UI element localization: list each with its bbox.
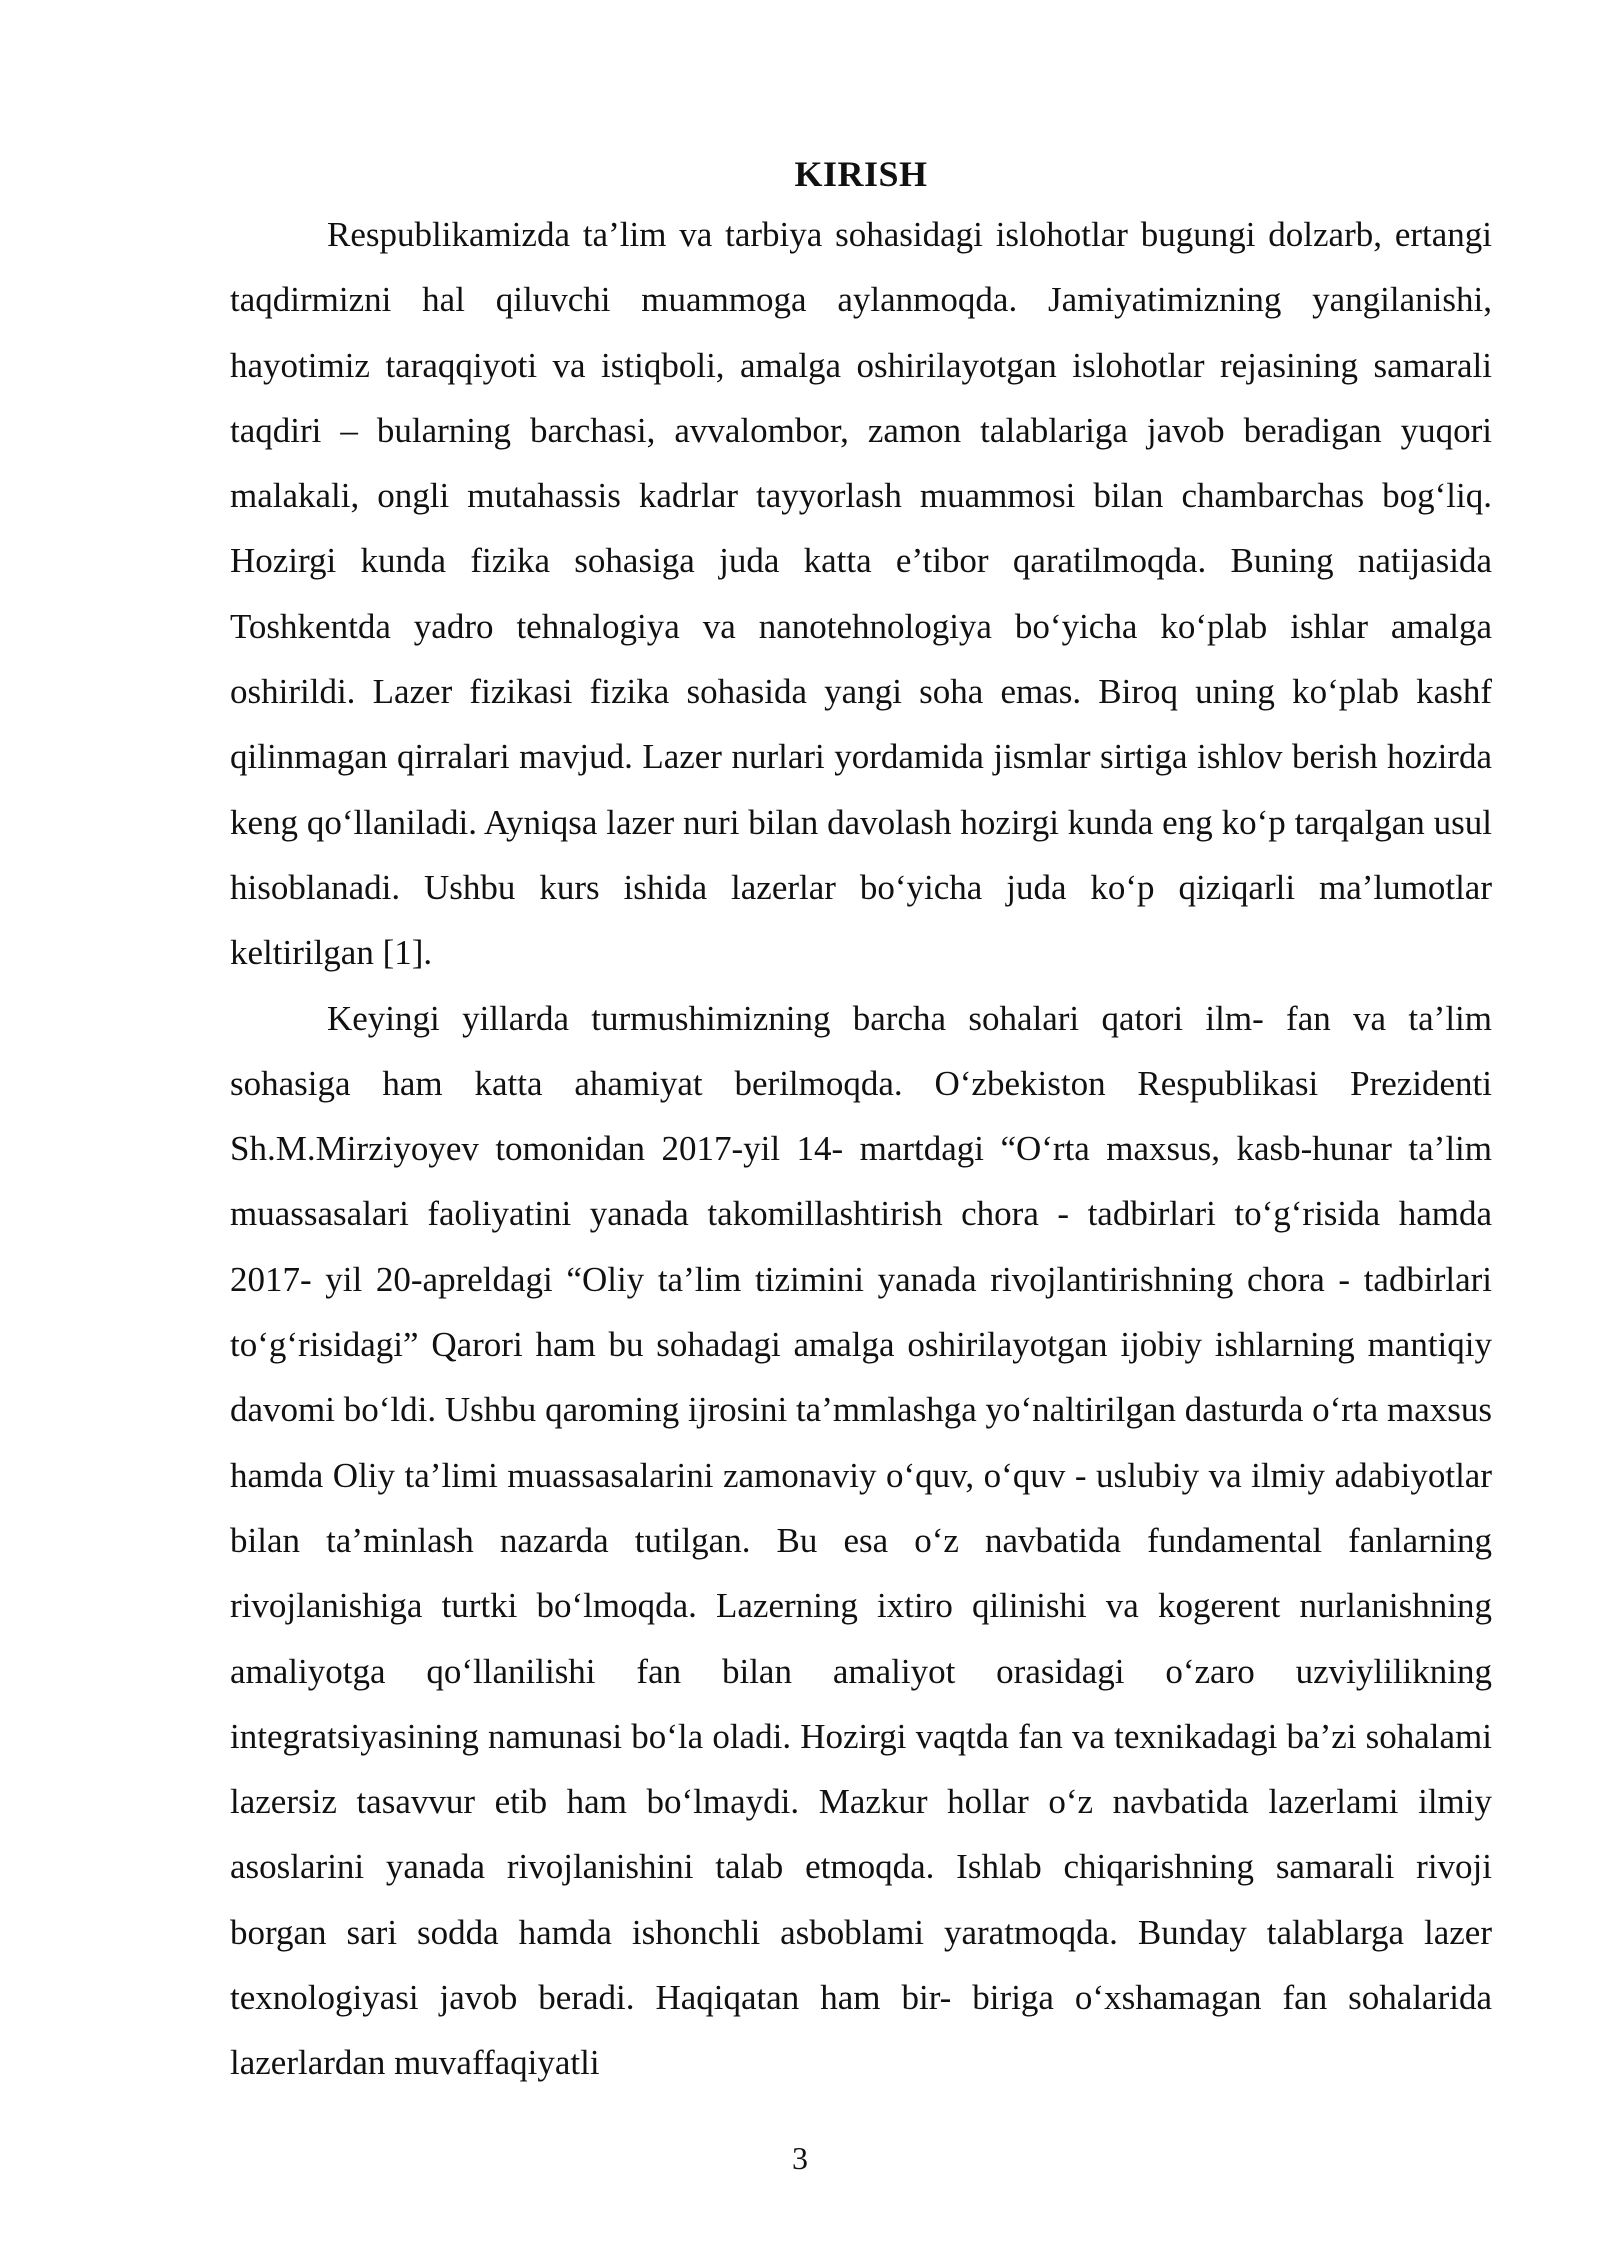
page-content	[230, 150, 1492, 2096]
paragraph-intro: Respublikamizda ta’lim va tarbiya sohasidagi islohotlar bugungi dolzarb, ertangi taqdirmizni hal qiluvchi muammoga aylanmoqda. Jamiyatimizning yangilanishi, hayotimiz taraqqiyoti va istiqboli, amalga oshirilayotgan islohotlar rejasining samarali taqdiri – bularning barchasi, avvalombor, zamon talablariga javob beradigan yuqori malakali, ongli mutahassis kadrlar tayyorlash muammosi bilan chambarchas bog‘liq. Hozirgi kunda fizika sohasiga juda katta e’tibor qaratilmoqda. Buning natijasida Toshkentda yadro tehnalogiya va nanotehnologiya bo‘yicha ko‘plab ishlar amalga oshirildi. Lazer fizikasi fizika sohasida yangi soha emas. Biroq uning ko‘plab kashf qilinmagan qirralari mavjud. Lazer nurlari yordamida jismlar sirtiga ishlov berish hozirda keng qo‘llaniladi. Ayniqsa lazer nuri bilan davolash hozirgi kunda eng ko‘p tarqalgan usul hisoblanadi. Ushbu kurs ishida lazerlar bo‘yicha juda ko‘p qiziqarli ma’lumotlar keltirilgan [1].	[230, 215, 1492, 973]
page-number: 3	[792, 2140, 808, 2176]
paragraph-reforms: Keyingi yillarda turmushimizning barcha sohalari qatori ilm- fan va ta’lim sohasiga ham katta ahamiyat berilmoqda. O‘zbekiston Respublikasi Prezidenti Sh.M.Mirziyoyev tomonidan 2017-yil 14- martdagi “O‘rta maxsus, kasb-hunar ta’lim muassasalari faoliyatini yanada takomillashtirish chora - tadbirlari to‘g‘risida hamda 2017- yil 20-apreldagi “Oliy ta’lim tizimini yanada rivojlantirishning chora - tadbirlari to‘g‘risidagi” Qarori ham bu sohadagi amalga oshirilayotgan ijobiy ishlarning mantiqiy davomi bo‘ldi. Ushbu qaroming ijrosini ta’mmlashga yo‘naltirilgan dasturda o‘rta maxsus hamda Oliy ta’limi muassasalarini zamonaviy o‘quv, o‘quv - uslubiy va ilmiy adabiyotlar bilan ta’minlash nazarda tutilgan. Bu esa o‘z navbatida fundamental fanlarning rivojlanishiga turtki bo‘lmoqda. Lazerning ixtiro qilinishi va kogerent nurlanishning amaliyotga qo‘llanilishi fan bilan amaliyot orasidagi o‘zaro uzviylilikning integratsiyasining namunasi bo‘la oladi. Hozirgi vaqtda fan va texnikadagi ba’zi sohalami lazersiz tasavvur etib ham bo‘lmaydi. Mazkur hollar o‘z navbatida lazerlami ilmiy asoslarini yanada rivojlanishini talab etmoqda. Ishlab chiqarishning samarali rivoji borgan sari sodda hamda ishonchli asboblami yaratmoqda. Bunday talablarga lazer texnologiyasi javob beradi. Haqiqatan ham bir- biriga o‘xshamagan fan sohalarida lazerlardan muvaffaqiyatli	[230, 998, 1492, 2083]
section-title: KIRISH	[794, 154, 928, 194]
